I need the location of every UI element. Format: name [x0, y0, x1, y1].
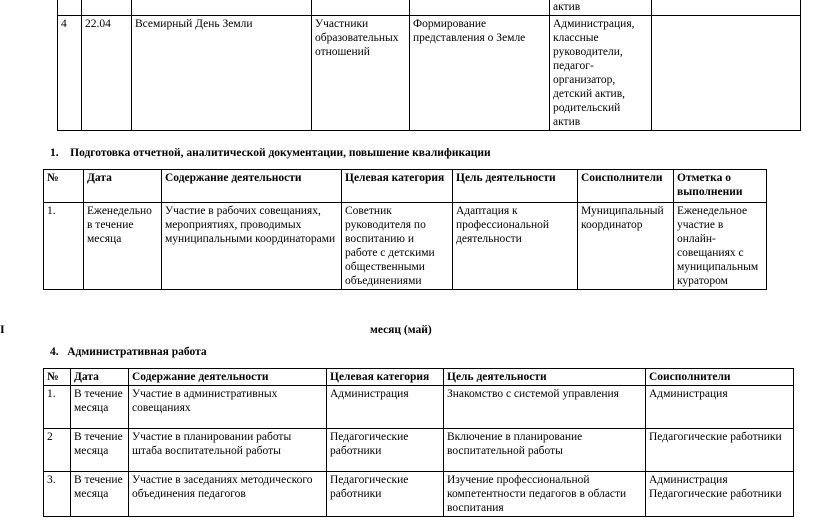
table-row [58, 16, 801, 131]
table-cell: Участие в планировании работы штаба воспитательной работы [129, 429, 327, 472]
month-roman-numeral: I [0, 322, 5, 336]
column-header: Цель деятельности [444, 369, 646, 386]
table-cell: Администрация Педагогические работники [646, 472, 794, 517]
table-cell: 3. [44, 472, 71, 517]
column-header: № [44, 369, 71, 386]
table-cell: В течение месяца [71, 429, 129, 472]
table-cell: Советник руководителя по воспитанию и работе с детскими общественными объединениями [342, 203, 453, 290]
table-cell: Участие в административных совещаниях [129, 386, 327, 429]
column-header: Содержание деятельности [129, 369, 327, 386]
section-heading: 1. Подготовка отчетной, аналитической документации, повышение квалификации [50, 147, 491, 159]
column-header: Цель деятельности [453, 170, 578, 203]
column-header: Целевая категория [342, 170, 453, 203]
table-cell: Участие в заседаниях методического объединения педагогов [129, 472, 327, 517]
table-cell: Участие в рабочих совещаниях, мероприятиях, проводимых муниципальными координаторами [162, 203, 342, 290]
column-header: Дата [84, 170, 162, 203]
table-cell: В течение месяца [71, 386, 129, 429]
table-cell: 2 [44, 429, 71, 472]
table-header-row [44, 369, 794, 386]
column-header: Целевая категория [327, 369, 444, 386]
table-cell: 1. [44, 203, 84, 290]
administrative-work-table [43, 368, 794, 517]
table-cell: Муниципальный координатор [578, 203, 674, 290]
table-cell: Педагогические работники [327, 429, 444, 472]
table-cell: 22.04 [82, 16, 132, 131]
column-header: Соисполнители [578, 170, 674, 203]
table-cell: Адаптация к профессиональной деятельности [453, 203, 578, 290]
column-header: Соисполнители [646, 369, 794, 386]
table-cell: Администрация [327, 386, 444, 429]
table-cell: Знакомство с системой управления [444, 386, 646, 429]
table-cell: В течение месяца [71, 472, 129, 517]
events-table-continuation [57, 0, 801, 131]
table-cell: 4 [58, 16, 82, 131]
table-row [44, 429, 794, 472]
column-header: № [44, 170, 84, 203]
table-cell: Изучение профессиональной компетентности педагогов в области воспитания [444, 472, 646, 517]
table-row [44, 203, 767, 290]
column-header: Дата [71, 369, 129, 386]
column-header: Отметка о выполнении [674, 170, 767, 203]
table-cell: Формирование представления о Земле [410, 16, 550, 131]
table-cell: 1. [44, 386, 71, 429]
table-row [58, 0, 801, 16]
table-header-row [44, 170, 767, 203]
column-header: Содержание деятельности [162, 170, 342, 203]
table-cell: Участники образовательных отношений [312, 16, 410, 131]
qualification-table [43, 169, 767, 290]
table-row [44, 386, 794, 429]
table-cell: Всемирный День Земли [132, 16, 312, 131]
table-cell: Администрация [646, 386, 794, 429]
month-heading: месяц (май) [370, 324, 432, 336]
table-cell: Педагогические работники [646, 429, 794, 472]
table-cell: Педагогические работники [327, 472, 444, 517]
table-cell: Еженедельное участие в онлайн-совещаниях с муниципальным куратором [674, 203, 767, 290]
table-cell: Включение в планирование воспитательной работы [444, 429, 646, 472]
table-cell: Еженедельно в течение месяца [84, 203, 162, 290]
table-cell: Администрация, классные руководители, педагог-организатор, детский актив, родительский актив [550, 16, 652, 131]
table-row [44, 472, 794, 517]
section-heading: 4. Административная работа [50, 346, 207, 358]
table-cell: актив [550, 0, 652, 16]
